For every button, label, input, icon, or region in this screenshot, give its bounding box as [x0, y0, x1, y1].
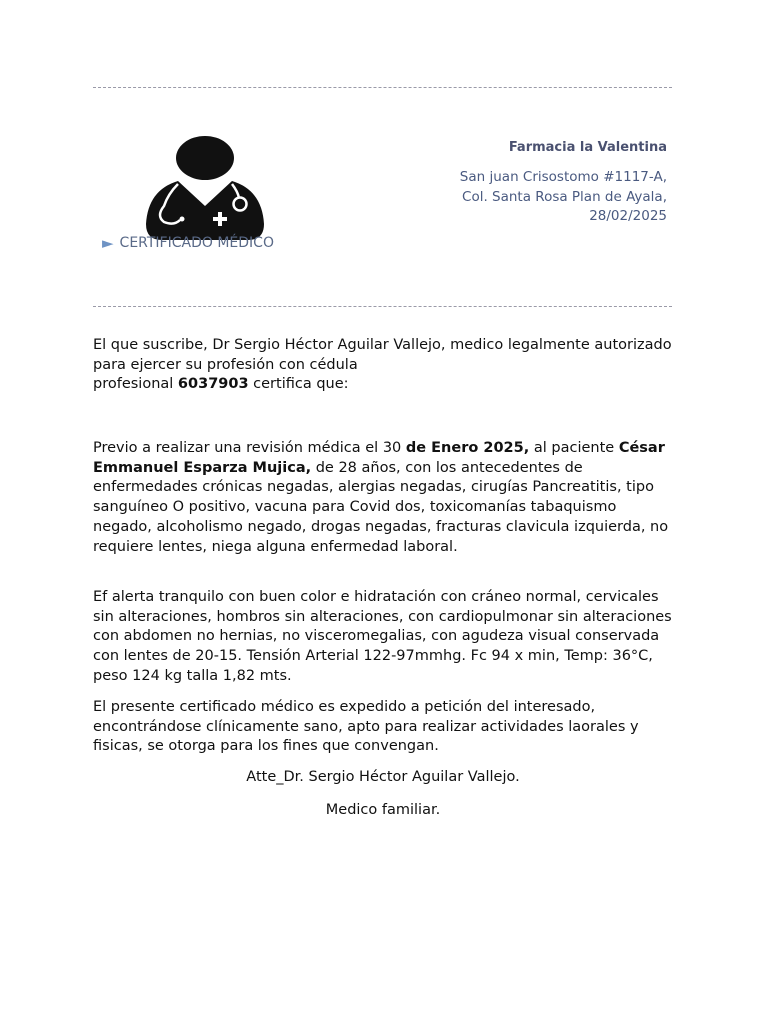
- address-line-1: San juan Crisostomo #1117-A,: [459, 169, 667, 185]
- doctor-icon: [144, 134, 266, 240]
- intro-text: El que suscribe, Dr Sergio Héctor Aguilar Vallejo, medico legalmente autorizado para ejercer su profesión con cédula: [93, 337, 672, 373]
- issue-date: 28/02/2025: [589, 208, 667, 224]
- exam-paragraph: [93, 588, 673, 687]
- history-paragraph: [93, 439, 673, 557]
- exam-date: de Enero 2025,: [405, 440, 530, 456]
- intro-license-prefix: profesional: [93, 376, 178, 393]
- patient-name: César Emmanuel Esparza Mujica,: [93, 440, 665, 476]
- document-title-row: [102, 234, 274, 252]
- doctor-role: Medico familiar.: [325, 802, 441, 818]
- bottom-dashed-divider: [93, 306, 672, 307]
- license-number: 6037903: [177, 376, 249, 393]
- history-text-c: de 28 años, con los antecedentes de enfermedades crónicas negadas, alergias negadas, cirugías Pancreatitis, tipo sanguíneo O positivo, vacuna para Covid dos, toxicomanías tabaquismo negado, alcoholismo negado, drogas negadas, fracturas clavicula izquierda, no requiere lentes, niega alguna enfermedad laboral.: [93, 459, 669, 555]
- address-line-2: Col. Santa Rosa Plan de Ayala,: [462, 188, 667, 205]
- intro-suffix: certifica que:: [248, 376, 349, 393]
- document-title: CERTIFICADO MÉDICO: [119, 235, 274, 251]
- top-dashed-divider: [93, 87, 672, 88]
- intro-paragraph: [93, 336, 673, 395]
- conclusion-text: El presente certificado médico es expedido a petición del interesado, encontrándose clínicamente sano, apto para realizar actividades laorales y fisicas, se otorga para los fines que convengan.: [93, 699, 639, 755]
- arrow-icon: ►: [102, 234, 114, 252]
- history-text-b: al paciente: [529, 440, 619, 456]
- pharmacy-address: [460, 168, 667, 227]
- conclusion-paragraph: [93, 698, 673, 757]
- signature-line: Atte_Dr. Sergio Héctor Aguilar Vallejo.: [246, 769, 520, 785]
- history-text-a: Previo a realizar una revisión médica el 30: [93, 440, 406, 456]
- exam-text: Ef alerta tranquilo con buen color e hidratación con cráneo normal, cervicales sin alteraciones, hombros sin alteraciones, con cardiopulmonar sin alteraciones con abdomen no hernias, no visceromegalias, con agudeza visual conservada con lentes de 20-15. Tensión Arterial 122-97mmhg. Fc 94 x min, Temp: 36°C, peso 124 kg talla 1,82 mts.: [93, 589, 672, 684]
- pharmacy-name: Farmacia la Valentina: [508, 140, 667, 155]
